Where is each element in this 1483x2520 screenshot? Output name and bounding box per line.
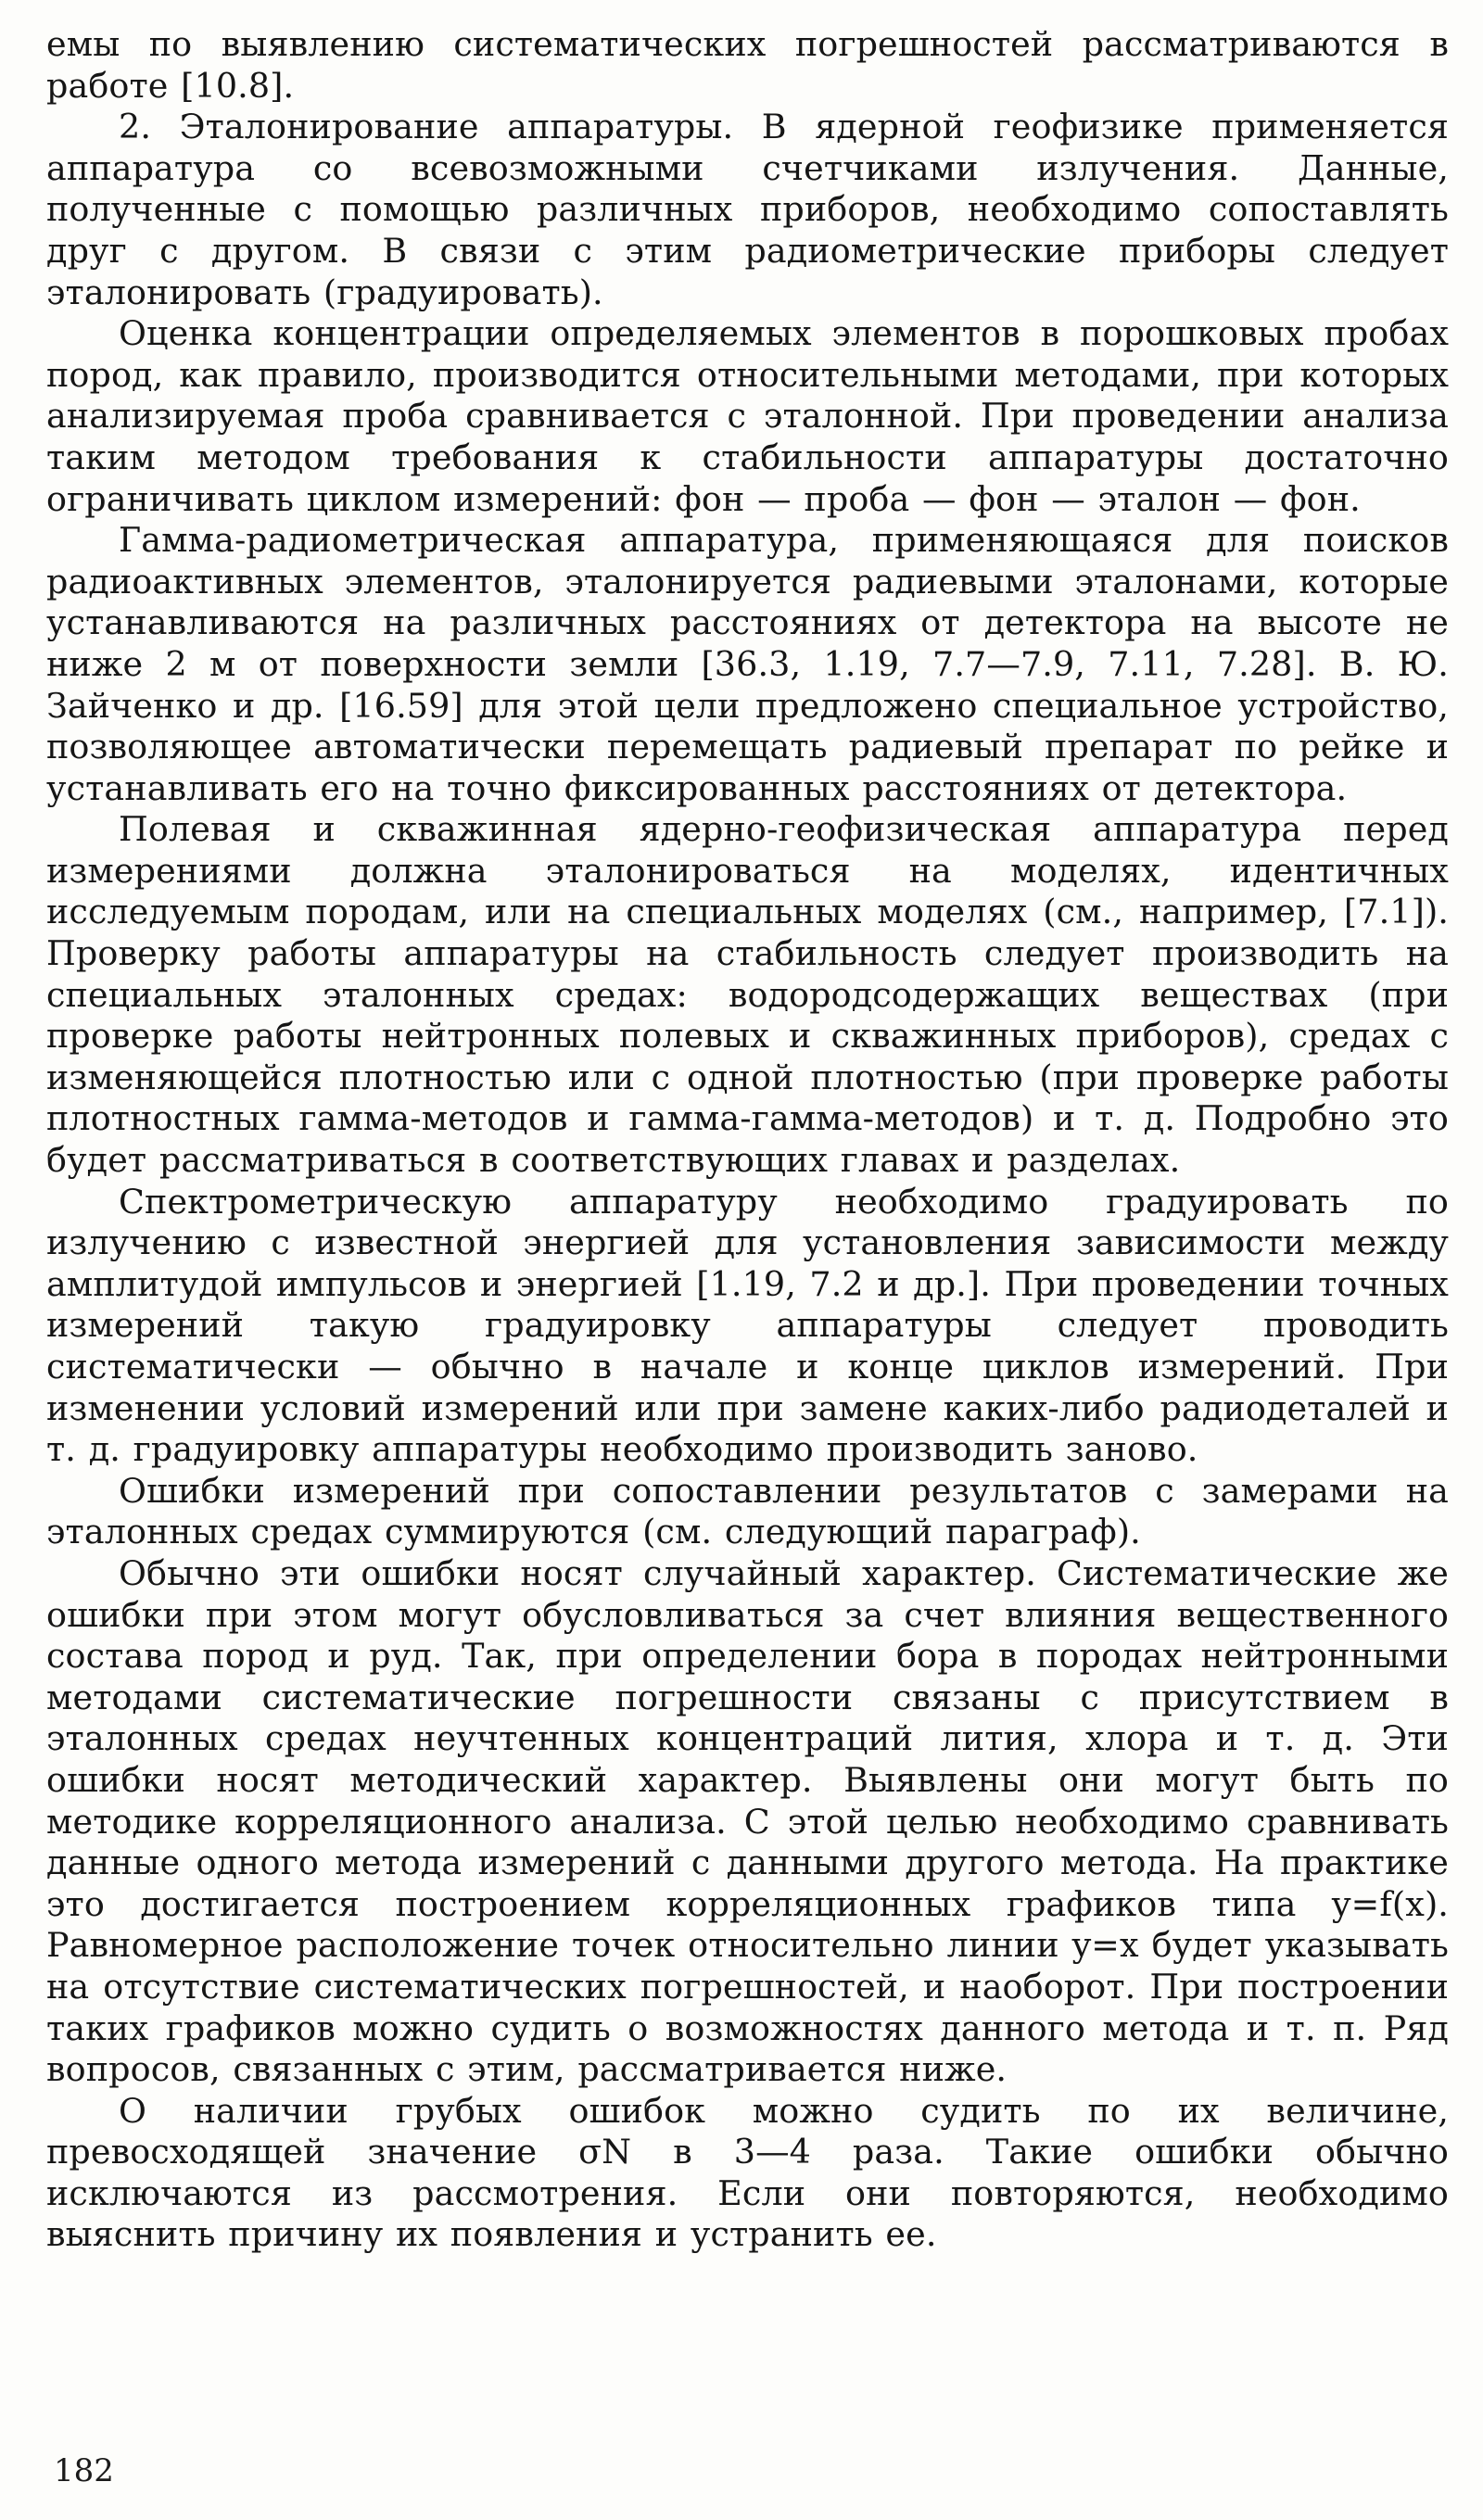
paragraph-continuation: емы по выявлению систематических погрешностей рассматриваются в работе [10.8]. xyxy=(46,24,1449,106)
body-text xyxy=(46,24,1449,2256)
paragraph-gross-errors: О наличии грубых ошибок можно судить по их величине, превосходящей значение σN в 3—4 раза. Такие ошибки обычно исключаются из рассмотрения. Если они повторяются, необходимо выяснить причину их появления и устранить ее. xyxy=(46,2090,1449,2255)
paragraph-concentration-estimate: Оценка концентрации определяемых элементов в порошковых пробах пород, как правило, производится относительными методами, при которых анализируемая проба сравнивается с эталонной. При проведении анализа таким методом требования к стабильности аппаратуры достаточно ограничивать циклом измерений: фон — проба — фон — эталон — фон. xyxy=(46,313,1449,519)
paragraph-systematic-errors: Обычно эти ошибки носят случайный характер. Систематические же ошибки при этом могут обусловливаться за счет влияния вещественного состава пород и руд. Так, при определении бора в породах нейтронными методами систематические погрешности связаны с присутствием в эталонных средах неучтенных концентраций лития, хлора и т. д. Эти ошибки носят методический характер. Выявлены они могут быть по методике корреляционного анализа. С этой целью необходимо сравнивать данные одного метода измерений с данными другого метода. На практике это достигается построением корреляционных графиков типа y=f(x). Равномерное расположение точек относительно линии y=x будет указывать на отсутствие систематических погрешностей, и наоборот. При построении таких графиков можно судить о возможностях данного метода и т. п. Ряд вопросов, связанных с этим, рассматривается ниже. xyxy=(46,1552,1449,2090)
page-number: 182 xyxy=(54,2452,114,2489)
paragraph-field-borehole: Полевая и скважинная ядерно-геофизическая аппаратура перед измерениями должна эталонироваться на моделях, идентичных исследуемым породам, или на специальных моделях (см., например, [7.1]). Проверку работы аппаратуры на стабильность следует производить на специальных эталонных средах: водородсодержащих веществах (при проверке работы нейтронных полевых и скважинных приборов), средах с изменяющейся плотностью или с одной плотностью (при проверке работы плотностных гамма-методов и гамма-гамма-методов) и т. д. Подробно это будет рассматриваться в соответствующих главах и разделах. xyxy=(46,809,1449,1181)
paragraph-calibration-heading: 2. Эталонирование аппаратуры. В ядерной геофизике применяется аппаратура со всевозможными счетчиками излучения. Данные, полученные с помощью различных приборов, необходимо сопоставлять друг с другом. В связи с этим радиометрические приборы следует эталонировать (градуировать). xyxy=(46,107,1449,312)
paragraph-gamma-radiometric: Гамма-радиометрическая аппаратура, применяющаяся для поисков радиоактивных элементов, эталонируется радиевыми эталонами, которые устанавливаются на различных расстояниях от детектора на высоте не ниже 2 м от поверхности земли [36.3, 1.19, 7.7—7.9, 7.11, 7.28]. В. Ю. Зайченко и др. [16.59] для этой цели предложено специальное устройство, позволяющее автоматически перемещать радиевый препарат по рейке и устанавливать его на точно фиксированных расстояниях от детектора. xyxy=(46,520,1449,808)
paragraph-spectrometric: Спектрометрическую аппаратуру необходимо градуировать по излучению с известной энергией для установления зависимости между амплитудой импульсов и энергией [1.19, 7.2 и др.]. При проведении точных измерений такую градуировку аппаратуры следует проводить систематически — обычно в начале и конце циклов измерений. При изменении условий измерений или при замене каких-либо радиодеталей и т. д. градуировку аппаратуры необходимо производить заново. xyxy=(46,1181,1449,1470)
paragraph-measurement-errors: Ошибки измерений при сопоставлении результатов с замерами на эталонных средах суммируются (см. следующий параграф). xyxy=(46,1470,1449,1552)
